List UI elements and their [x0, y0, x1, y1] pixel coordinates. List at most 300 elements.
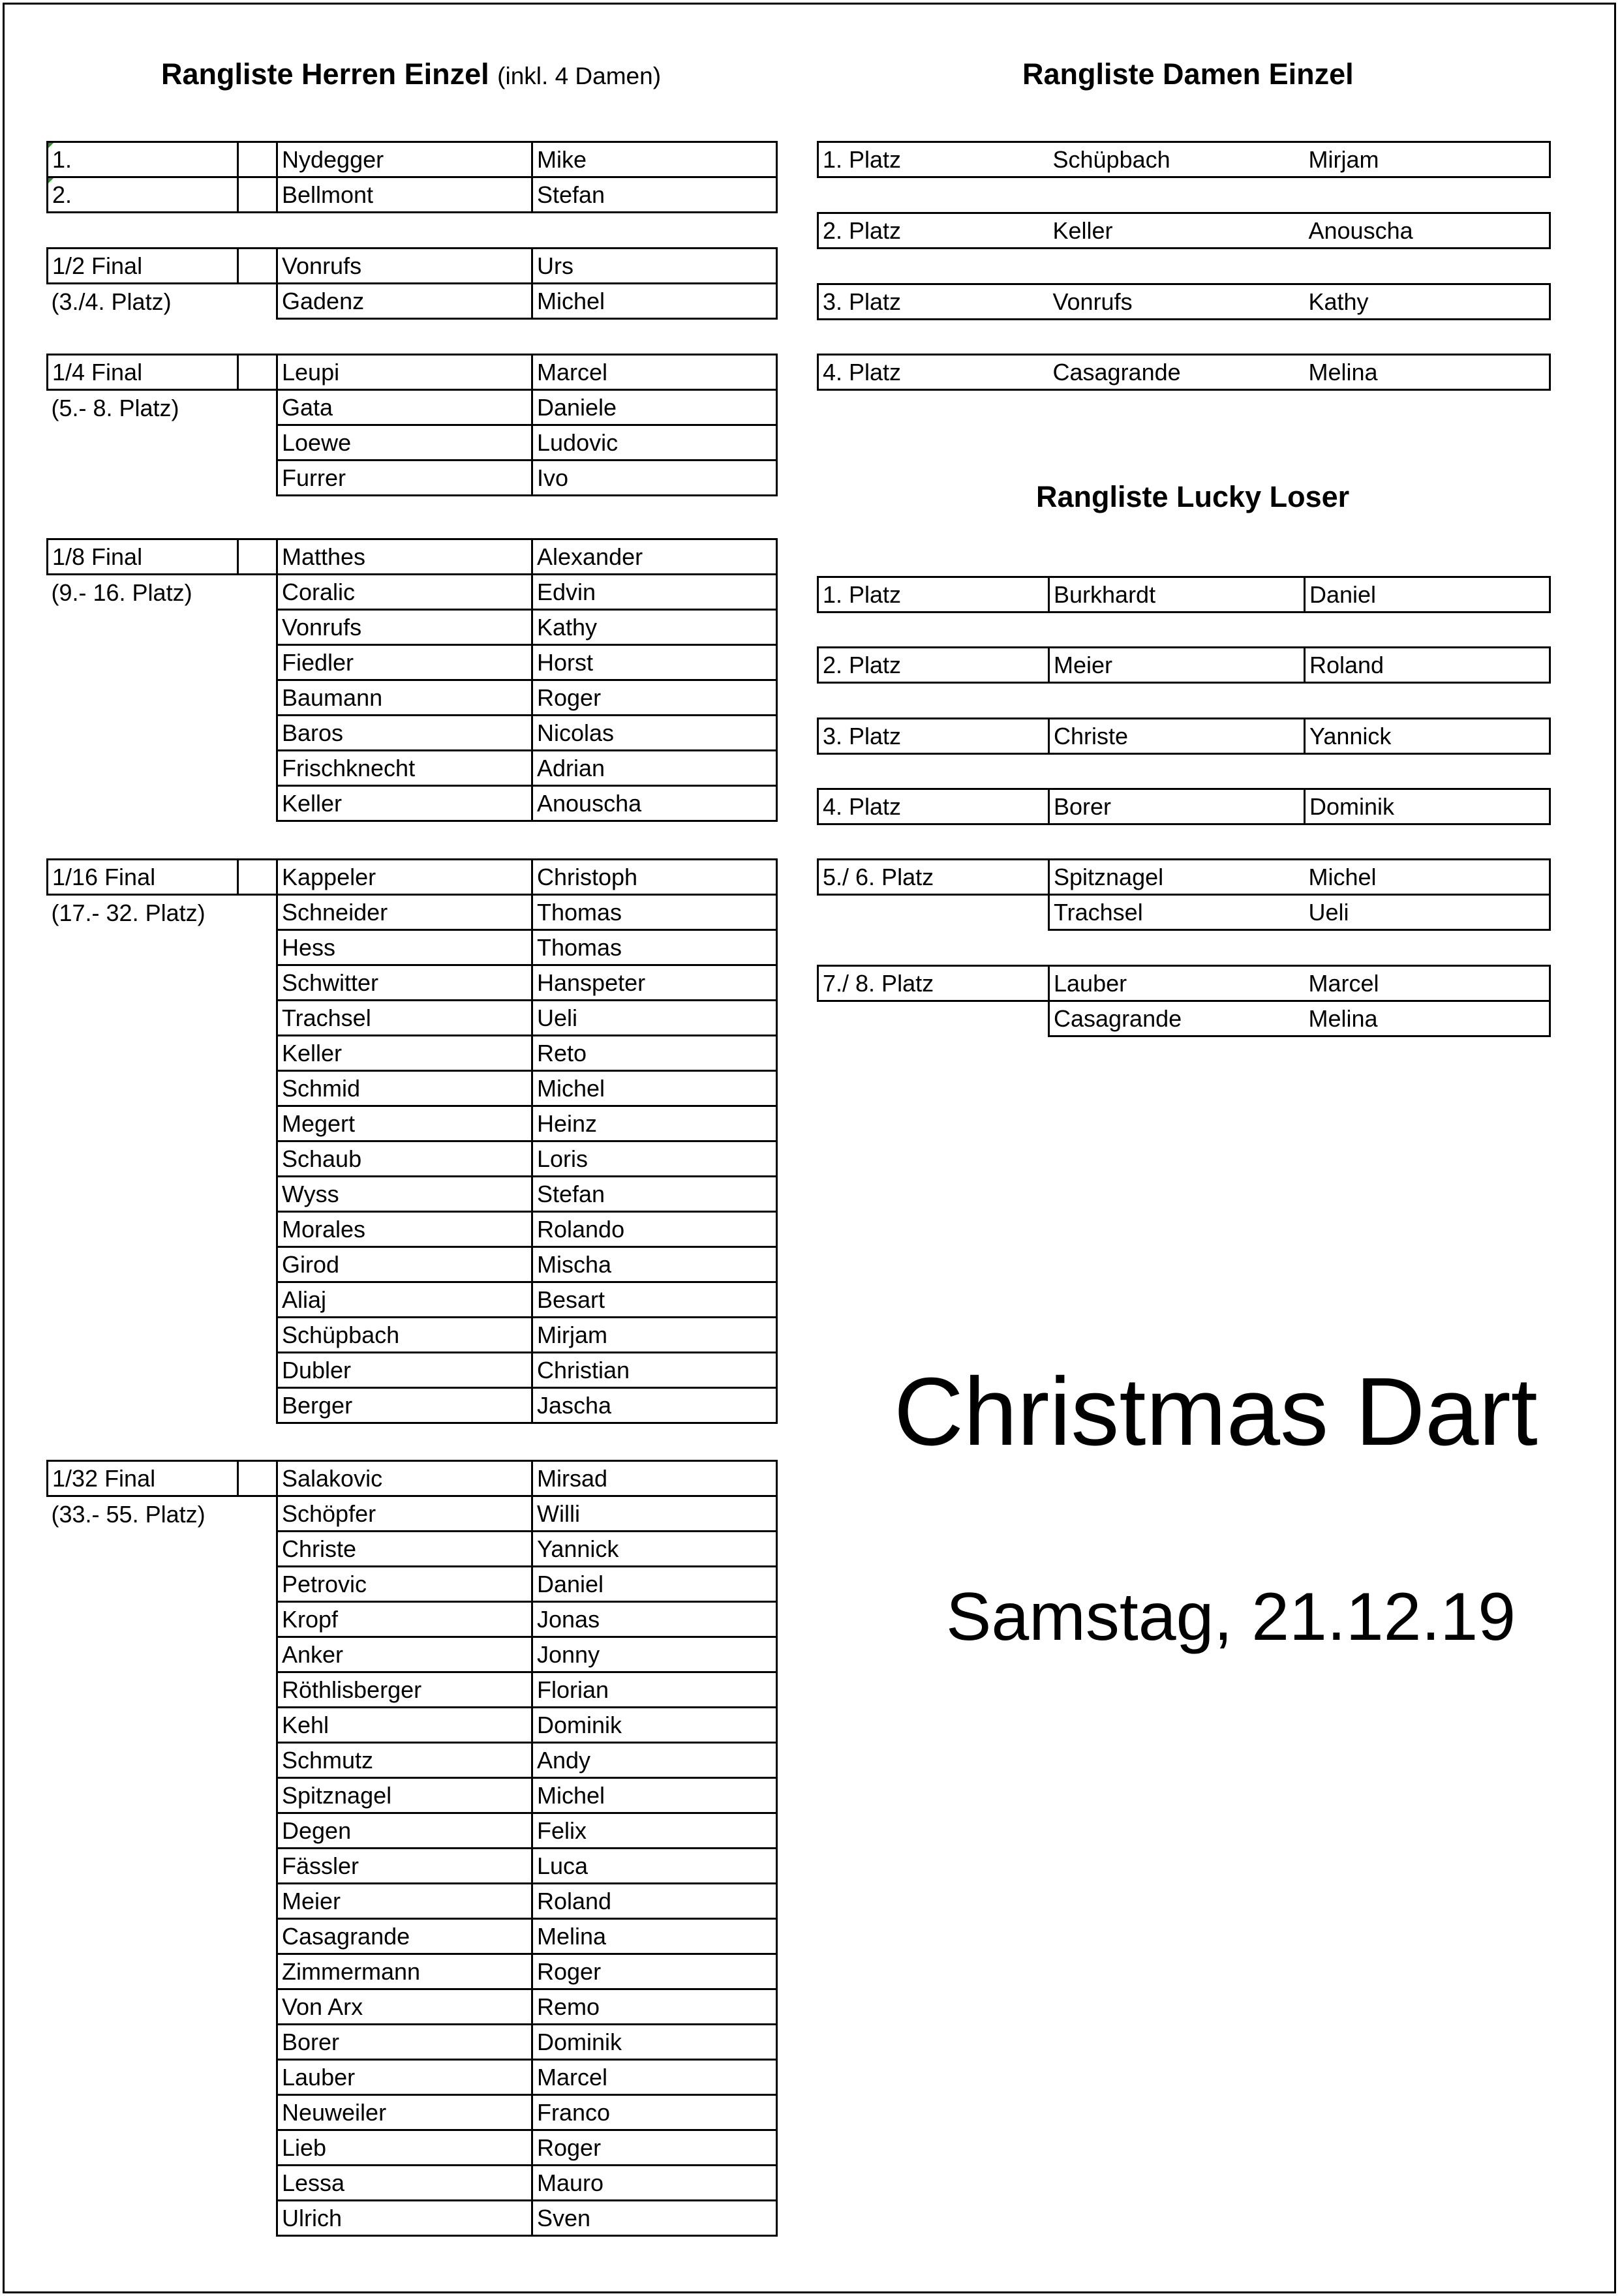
first-name-cell: Anouscha — [532, 786, 777, 821]
last-name-cell: Schneider — [277, 895, 532, 930]
last-name-cell: Morales — [277, 1212, 532, 1247]
empty-cell — [48, 1602, 238, 1637]
spacer-cell — [238, 751, 277, 786]
empty-cell — [48, 1071, 238, 1106]
first-name-cell: Christian — [532, 1353, 777, 1388]
last-name-cell: Meier — [1049, 648, 1305, 683]
spacer-cell — [238, 2166, 277, 2201]
last-name-cell: Borer — [1049, 789, 1305, 824]
place-cell: 3. Platz — [818, 719, 1049, 754]
spacer-cell — [238, 1282, 277, 1318]
table-row — [48, 1141, 777, 1177]
last-name-cell: Frischknecht — [277, 751, 532, 786]
table-row — [48, 1954, 777, 1989]
spacer-cell — [238, 1637, 277, 1672]
empty-cell — [48, 1672, 238, 1708]
first-name-cell: Horst — [532, 645, 777, 680]
table-row — [818, 789, 1550, 824]
spacer-cell — [238, 1177, 277, 1212]
table-row — [48, 1496, 777, 1532]
table-row — [48, 895, 777, 930]
round-label: 1/2 Final — [48, 249, 238, 284]
first-name-cell: Remo — [532, 1989, 777, 2025]
last-name-cell: Baumann — [277, 680, 532, 716]
spacer-cell — [238, 1036, 277, 1071]
first-name-cell: Ludovic — [532, 425, 777, 461]
last-name-cell: Baros — [277, 716, 532, 751]
spacer-cell — [238, 2130, 277, 2166]
spacer-cell — [238, 461, 277, 496]
last-name-cell: Schöpfer — [277, 1496, 532, 1532]
last-name-cell: Schüpbach — [1049, 142, 1305, 177]
empty-cell — [48, 1567, 238, 1602]
last-name-cell: Bellmont — [277, 177, 532, 213]
spacer-cell — [238, 1743, 277, 1778]
empty-cell — [48, 1849, 238, 1884]
table-row — [48, 390, 777, 425]
first-name-cell: Mirjam — [1305, 142, 1550, 177]
herren-top-table — [46, 141, 778, 213]
empty-cell — [48, 2095, 238, 2130]
last-name-cell: Burkhardt — [1049, 577, 1305, 612]
table-row — [48, 1461, 777, 1496]
herren-title-text: Rangliste Herren Einzel — [161, 57, 489, 91]
spacer-cell — [238, 1141, 277, 1177]
last-name-cell: Lessa — [277, 2166, 532, 2201]
event-date: Samstag, 21.12.19 — [946, 1579, 1516, 1655]
first-name-cell: Mike — [532, 142, 777, 177]
first-name-cell: Michel — [532, 1071, 777, 1106]
round-label: 1/16 Final — [48, 860, 238, 895]
table-row — [48, 1672, 777, 1708]
spacer-cell — [238, 860, 277, 895]
spacer-cell — [238, 1919, 277, 1954]
first-name-cell: Dominik — [532, 1708, 777, 1743]
last-name-cell: Schüpbach — [277, 1318, 532, 1353]
empty-cell — [48, 965, 238, 1001]
empty-cell — [48, 610, 238, 645]
round-table — [46, 1460, 778, 2237]
table-row — [48, 1036, 777, 1071]
table-row — [48, 1318, 777, 1353]
first-name-cell: Ueli — [1305, 895, 1550, 930]
spacer-cell — [238, 284, 277, 319]
last-name-cell: Nydegger — [277, 142, 532, 177]
table-row — [48, 1353, 777, 1388]
round-table — [46, 538, 778, 822]
herren-subtitle: (inkl. 4 Damen) — [497, 63, 662, 89]
first-name-cell: Roger — [532, 680, 777, 716]
first-name-cell: Dominik — [1305, 789, 1550, 824]
last-name-cell: Degen — [277, 1813, 532, 1849]
first-name-cell: Roger — [532, 1954, 777, 1989]
spacer-cell — [238, 1212, 277, 1247]
first-name-cell: Anouscha — [1305, 213, 1550, 249]
round-label: 1/4 Final — [48, 355, 238, 390]
first-name-cell: Kathy — [1305, 284, 1550, 320]
first-name-cell: Roland — [1305, 648, 1550, 683]
table-row — [48, 461, 777, 496]
spacer-cell — [238, 2060, 277, 2095]
empty-cell — [48, 2060, 238, 2095]
table-row — [48, 1708, 777, 1743]
last-name-cell: Gata — [277, 390, 532, 425]
last-name-cell: Berger — [277, 1388, 532, 1423]
first-name-cell: Jascha — [532, 1388, 777, 1423]
lucky-loser-title: Rangliste Lucky Loser — [1036, 480, 1350, 513]
last-name-cell: Petrovic — [277, 1567, 532, 1602]
first-name-cell: Mauro — [532, 2166, 777, 2201]
first-name-cell: Mirjam — [532, 1318, 777, 1353]
first-name-cell: Daniel — [532, 1567, 777, 1602]
spacer-cell — [238, 1001, 277, 1036]
table-row — [818, 648, 1550, 683]
empty-cell — [48, 751, 238, 786]
ranking-table — [817, 965, 1551, 1037]
table-row — [818, 895, 1550, 930]
table-row — [48, 610, 777, 645]
empty-cell — [48, 1388, 238, 1423]
table-row — [818, 355, 1550, 390]
first-name-cell: Stefan — [532, 177, 777, 213]
last-name-cell: Keller — [277, 1036, 532, 1071]
empty-cell — [48, 1954, 238, 1989]
place-cell: 1. Platz — [818, 577, 1049, 612]
empty-cell — [48, 1106, 238, 1141]
first-name-cell: Loris — [532, 1141, 777, 1177]
empty-cell — [48, 461, 238, 496]
first-name-cell: Mischa — [532, 1247, 777, 1282]
table-row — [48, 2095, 777, 2130]
ranking-table — [817, 646, 1551, 684]
last-name-cell: Kappeler — [277, 860, 532, 895]
table-row — [48, 751, 777, 786]
first-name-cell: Daniel — [1305, 577, 1550, 612]
last-name-cell: Casagrande — [1049, 355, 1305, 390]
last-name-cell: Dubler — [277, 1353, 532, 1388]
first-name-cell: Melina — [1305, 355, 1550, 390]
table-row — [818, 213, 1550, 249]
last-name-cell: Anker — [277, 1637, 532, 1672]
table-row — [48, 1919, 777, 1954]
spacer-cell — [238, 1884, 277, 1919]
empty-cell — [48, 1919, 238, 1954]
spacer-cell — [238, 1813, 277, 1849]
first-name-cell: Rolando — [532, 1212, 777, 1247]
table-row — [48, 575, 777, 610]
empty-cell — [48, 1884, 238, 1919]
empty-cell — [48, 680, 238, 716]
first-name-cell: Michel — [1305, 860, 1550, 895]
table-row — [48, 1637, 777, 1672]
last-name-cell: Vonrufs — [277, 610, 532, 645]
first-name-cell: Jonas — [532, 1602, 777, 1637]
last-name-cell: Christe — [277, 1532, 532, 1567]
last-name-cell: Christe — [1049, 719, 1305, 754]
table-row — [818, 1001, 1550, 1036]
empty-cell — [48, 1318, 238, 1353]
last-name-cell: Spitznagel — [1049, 860, 1305, 895]
last-name-cell: Fiedler — [277, 645, 532, 680]
spacer-cell — [238, 1989, 277, 2025]
table-row — [48, 965, 777, 1001]
first-name-cell: Franco — [532, 2095, 777, 2130]
table-row — [48, 930, 777, 965]
last-name-cell: Schmid — [277, 1071, 532, 1106]
spacer-cell — [238, 575, 277, 610]
first-name-cell: Stefan — [532, 1177, 777, 1212]
spacer-cell — [238, 1318, 277, 1353]
last-name-cell: Trachsel — [1049, 895, 1305, 930]
empty-cell — [48, 930, 238, 965]
table-row — [48, 177, 777, 213]
last-name-cell: Aliaj — [277, 1282, 532, 1318]
empty-cell — [48, 1989, 238, 2025]
place-cell: 4. Platz — [818, 355, 1049, 390]
last-name-cell: Leupi — [277, 355, 532, 390]
empty-cell — [48, 1141, 238, 1177]
table-row — [48, 680, 777, 716]
empty-cell — [48, 1743, 238, 1778]
last-name-cell: Kehl — [277, 1708, 532, 1743]
table-row — [48, 355, 777, 390]
last-name-cell: Röthlisberger — [277, 1672, 532, 1708]
round-label: 1/8 Final — [48, 539, 238, 575]
empty-cell — [48, 1247, 238, 1282]
empty-cell — [48, 1353, 238, 1388]
table-row — [818, 966, 1550, 1001]
table-row — [48, 2130, 777, 2166]
rank-cell: 2. — [48, 177, 238, 213]
round-table — [46, 247, 778, 320]
table-row — [48, 1849, 777, 1884]
spacer-cell — [238, 539, 277, 575]
table-row — [48, 1106, 777, 1141]
last-name-cell: Schwitter — [277, 965, 532, 1001]
round-places: (33.- 55. Platz) — [51, 1500, 206, 1528]
table-row — [818, 142, 1550, 177]
spacer-cell — [238, 895, 277, 930]
last-name-cell: Schmutz — [277, 1743, 532, 1778]
spacer-cell — [238, 1496, 277, 1532]
empty-cell — [818, 1001, 1049, 1036]
first-name-cell: Melina — [1305, 1001, 1550, 1036]
last-name-cell: Spitznagel — [277, 1778, 532, 1813]
last-name-cell: Matthes — [277, 539, 532, 575]
spacer-cell — [238, 355, 277, 390]
ranking-table — [817, 858, 1551, 931]
table-row — [48, 1388, 777, 1423]
ranking-table — [817, 788, 1551, 825]
table-row — [48, 716, 777, 751]
place-cell: 2. Platz — [818, 648, 1049, 683]
ranking-table — [817, 354, 1551, 391]
spacer-cell — [238, 680, 277, 716]
spacer-cell — [238, 1247, 277, 1282]
spacer-cell — [238, 1567, 277, 1602]
spacer-cell — [238, 1778, 277, 1813]
first-name-cell: Heinz — [532, 1106, 777, 1141]
table-row — [48, 1989, 777, 2025]
place-cell: 3. Platz — [818, 284, 1049, 320]
empty-cell — [48, 716, 238, 751]
empty-cell — [48, 1532, 238, 1567]
table-row — [48, 1602, 777, 1637]
ranking-table — [817, 212, 1551, 249]
last-name-cell: Kropf — [277, 1602, 532, 1637]
empty-cell — [48, 1778, 238, 1813]
first-name-cell: Florian — [532, 1672, 777, 1708]
spacer-cell — [238, 1708, 277, 1743]
empty-cell — [48, 2025, 238, 2060]
spacer-cell — [238, 177, 277, 213]
spacer-cell — [238, 1849, 277, 1884]
last-name-cell: Von Arx — [277, 1989, 532, 2025]
last-name-cell: Fässler — [277, 1849, 532, 1884]
table-row — [48, 1567, 777, 1602]
spacer-cell — [238, 142, 277, 177]
first-name-cell: Roland — [532, 1884, 777, 1919]
first-name-cell: Ivo — [532, 461, 777, 496]
first-name-cell: Besart — [532, 1282, 777, 1318]
first-name-cell: Christoph — [532, 860, 777, 895]
spacer-cell — [238, 1602, 277, 1637]
last-name-cell: Coralic — [277, 575, 532, 610]
spacer-cell — [238, 645, 277, 680]
first-name-cell: Willi — [532, 1496, 777, 1532]
round-places: (9.- 16. Platz) — [51, 579, 192, 606]
table-row — [48, 1177, 777, 1212]
ranking-table — [817, 576, 1551, 613]
place-cell: 1. Platz — [818, 142, 1049, 177]
last-name-cell: Loewe — [277, 425, 532, 461]
last-name-cell: Keller — [277, 786, 532, 821]
table-row — [48, 645, 777, 680]
spacer-cell — [238, 1461, 277, 1496]
empty-cell — [48, 2130, 238, 2166]
table-row — [818, 719, 1550, 754]
first-name-cell: Sven — [532, 2201, 777, 2236]
last-name-cell: Lauber — [277, 2060, 532, 2095]
spacer-cell — [238, 786, 277, 821]
herren-title — [161, 57, 661, 91]
spacer-cell — [238, 2025, 277, 2060]
empty-cell — [48, 1001, 238, 1036]
table-row — [48, 284, 777, 319]
ranking-table — [817, 718, 1551, 755]
first-name-cell: Mirsad — [532, 1461, 777, 1496]
first-name-cell: Marcel — [532, 2060, 777, 2095]
first-name-cell: Hanspeter — [532, 965, 777, 1001]
table-row — [48, 249, 777, 284]
empty-cell — [48, 1813, 238, 1849]
last-name-cell: Schaub — [277, 1141, 532, 1177]
last-name-cell: Vonrufs — [1049, 284, 1305, 320]
table-row — [818, 860, 1550, 895]
first-name-cell: Reto — [532, 1036, 777, 1071]
first-name-cell: Edvin — [532, 575, 777, 610]
round-places: (5.- 8. Platz) — [51, 394, 179, 421]
first-name-cell: Andy — [532, 1743, 777, 1778]
last-name-cell: Neuweiler — [277, 2095, 532, 2130]
first-name-cell: Urs — [532, 249, 777, 284]
spacer-cell — [238, 1672, 277, 1708]
first-name-cell: Felix — [532, 1813, 777, 1849]
empty-cell — [48, 645, 238, 680]
empty-cell — [48, 1036, 238, 1071]
round-table — [46, 354, 778, 496]
table-row — [48, 142, 777, 177]
last-name-cell: Trachsel — [277, 1001, 532, 1036]
table-row — [48, 1884, 777, 1919]
place-cell: 5./ 6. Platz — [818, 860, 1049, 895]
spacer-cell — [238, 610, 277, 645]
spacer-cell — [238, 1954, 277, 1989]
round-places: (3./4. Platz) — [51, 288, 172, 315]
damen-title: Rangliste Damen Einzel — [1022, 57, 1354, 91]
table-row — [48, 786, 777, 821]
first-name-cell: Michel — [532, 284, 777, 319]
last-name-cell: Salakovic — [277, 1461, 532, 1496]
first-name-cell: Jonny — [532, 1637, 777, 1672]
spacer-cell — [238, 1388, 277, 1423]
round-table — [46, 858, 778, 1424]
first-name-cell: Yannick — [1305, 719, 1550, 754]
table-row — [48, 1001, 777, 1036]
table-row — [48, 1532, 777, 1567]
empty-cell — [818, 895, 1049, 930]
first-name-cell: Dominik — [532, 2025, 777, 2060]
last-name-cell: Wyss — [277, 1177, 532, 1212]
first-name-cell: Thomas — [532, 895, 777, 930]
empty-cell — [48, 1212, 238, 1247]
last-name-cell: Girod — [277, 1247, 532, 1282]
last-name-cell: Zimmermann — [277, 1954, 532, 1989]
rank-cell: 1. — [48, 142, 238, 177]
ranking-table — [817, 141, 1551, 178]
first-name-cell: Luca — [532, 1849, 777, 1884]
table-row — [48, 539, 777, 575]
empty-cell — [48, 786, 238, 821]
first-name-cell: Melina — [532, 1919, 777, 1954]
last-name-cell: Vonrufs — [277, 249, 532, 284]
last-name-cell: Borer — [277, 2025, 532, 2060]
first-name-cell: Daniele — [532, 390, 777, 425]
last-name-cell: Lieb — [277, 2130, 532, 2166]
last-name-cell: Hess — [277, 930, 532, 965]
empty-cell — [48, 1177, 238, 1212]
spacer-cell — [238, 716, 277, 751]
round-places: (17.- 32. Platz) — [51, 899, 206, 926]
last-name-cell: Lauber — [1049, 966, 1305, 1001]
empty-cell — [48, 425, 238, 461]
table-row — [48, 2201, 777, 2236]
last-name-cell: Casagrande — [1049, 1001, 1305, 1036]
table-row — [48, 860, 777, 895]
table-row — [818, 284, 1550, 320]
spacer-cell — [238, 2201, 277, 2236]
place-cell: 2. Platz — [818, 213, 1049, 249]
first-name-cell: Roger — [532, 2130, 777, 2166]
spacer-cell — [238, 1071, 277, 1106]
spacer-cell — [238, 930, 277, 965]
first-name-cell: Adrian — [532, 751, 777, 786]
table-row — [48, 1743, 777, 1778]
table-row — [48, 2060, 777, 2095]
first-name-cell: Thomas — [532, 930, 777, 965]
first-name-cell: Marcel — [1305, 966, 1550, 1001]
first-name-cell: Yannick — [532, 1532, 777, 1567]
